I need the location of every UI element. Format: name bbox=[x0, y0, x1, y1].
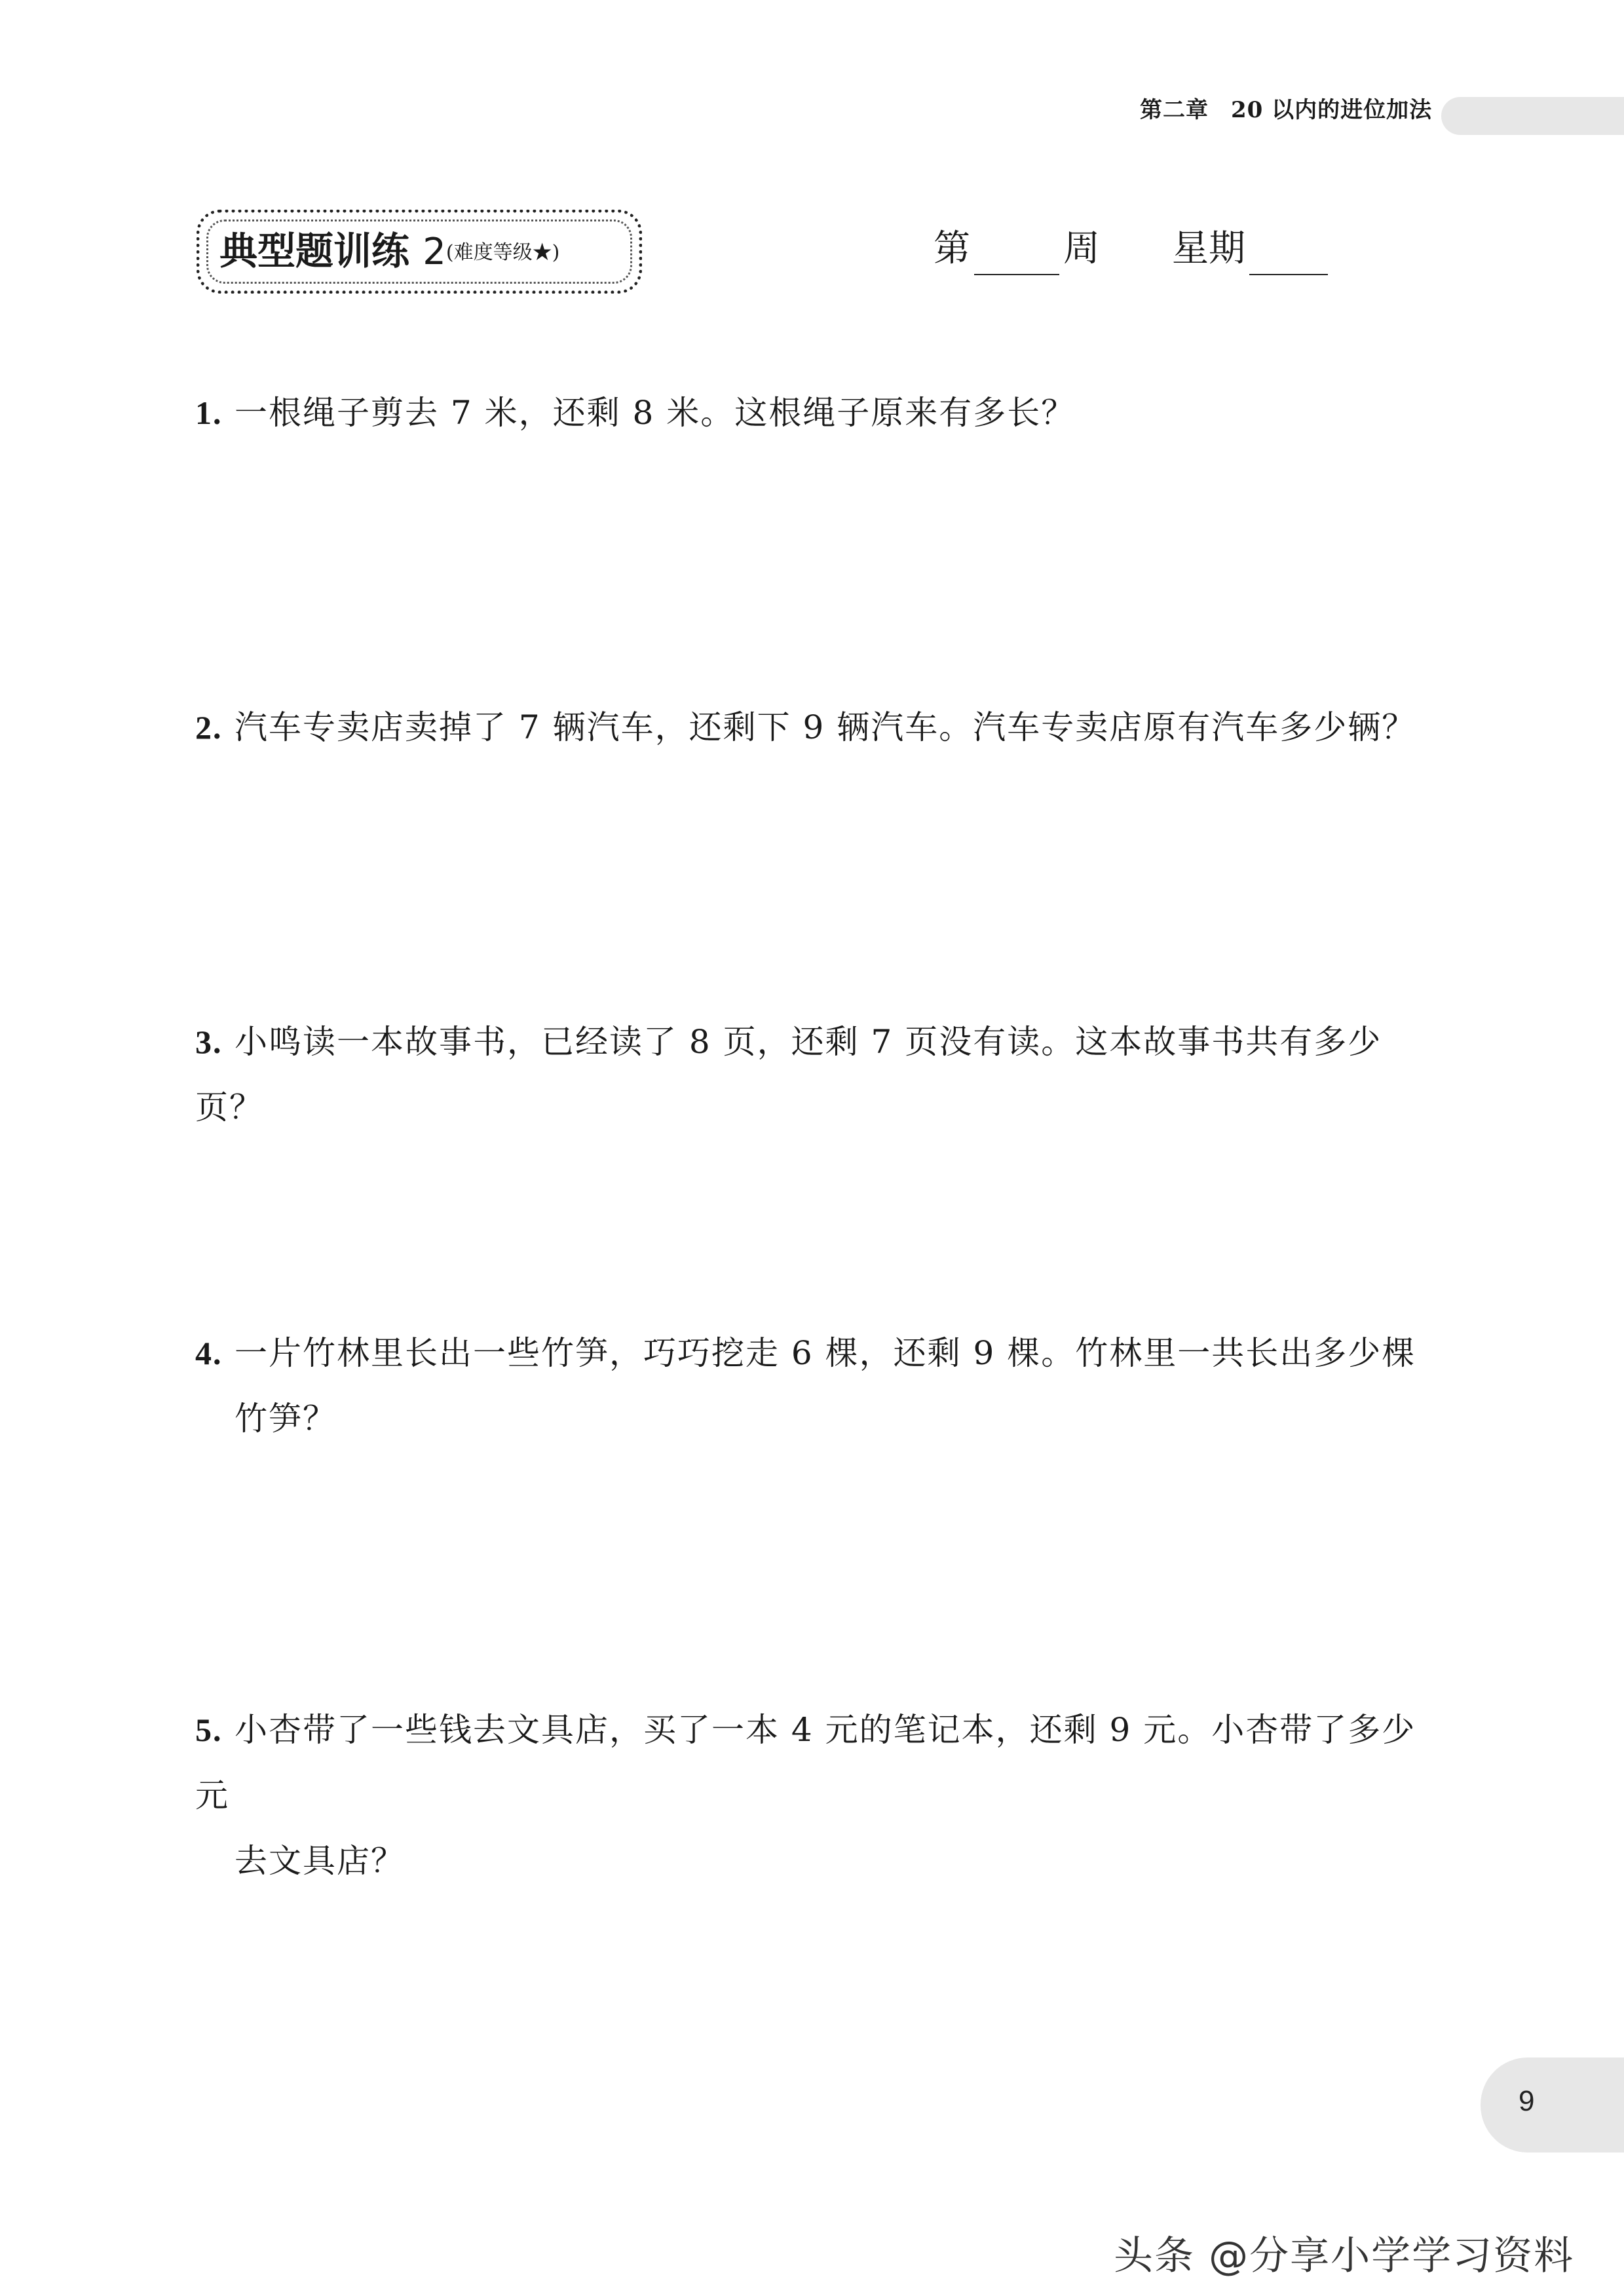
question-text: 小杏带了一些钱去文具店，买了一本 4 元的笔记本，还剩 9 元。小杏带了多少元 bbox=[195, 1711, 1416, 1814]
day-blank[interactable] bbox=[1249, 233, 1328, 275]
question-text-continued: 去文具店？ bbox=[235, 1842, 405, 1880]
header-pill bbox=[1441, 97, 1624, 135]
question-number: 4. bbox=[195, 1335, 223, 1371]
question-number: 3. bbox=[195, 1024, 223, 1060]
week-blank[interactable] bbox=[974, 233, 1059, 275]
question-text: 小鸣读一本故事书，已经读了 8 页，还剩 7 页没有读。这本故事书共有多少页？ bbox=[195, 1023, 1382, 1126]
question-text: 汽车专卖店卖掉了 7 辆汽车，还剩下 9 辆汽车。汽车专卖店原有汽车多少辆？ bbox=[235, 708, 1416, 746]
chapter-label: 第二章 bbox=[1140, 97, 1209, 123]
page-number: 9 bbox=[1519, 2085, 1535, 2117]
difficulty-label: (难度等级★) bbox=[445, 241, 560, 264]
watermark: 头条 @分享小学学习资料 bbox=[1114, 2233, 1575, 2279]
page-number-tab bbox=[1481, 2057, 1624, 2152]
chapter-header bbox=[1140, 92, 1432, 124]
section-label: 20 以内的进位加法 bbox=[1231, 97, 1433, 123]
week-prefix: 第 bbox=[934, 227, 970, 270]
question-5 bbox=[195, 1697, 1440, 1894]
question-text-continued: 竹笋？ bbox=[235, 1400, 337, 1438]
day-label: 星期 bbox=[1172, 227, 1245, 270]
question-text: 一片竹林里长出一些竹笋，巧巧挖走 6 棵，还剩 9 棵。竹林里一共长出多少棵 bbox=[235, 1334, 1416, 1372]
week-day-line bbox=[934, 223, 1332, 275]
question-number: 2. bbox=[195, 709, 223, 746]
question-number: 5. bbox=[195, 1712, 223, 1748]
question-2 bbox=[195, 695, 1440, 760]
exercise-title bbox=[219, 225, 559, 279]
title-main: 典型题训练 bbox=[219, 229, 410, 273]
title-box bbox=[197, 210, 642, 294]
question-4 bbox=[195, 1320, 1440, 1451]
question-1 bbox=[195, 380, 1440, 446]
title-number: 2 bbox=[423, 231, 446, 273]
question-3 bbox=[195, 1009, 1440, 1140]
question-text: 一根绳子剪去 7 米，还剩 8 米。这根绳子原来有多长？ bbox=[235, 394, 1076, 432]
question-number: 1. bbox=[195, 394, 223, 431]
week-label: 周 bbox=[1063, 227, 1100, 270]
